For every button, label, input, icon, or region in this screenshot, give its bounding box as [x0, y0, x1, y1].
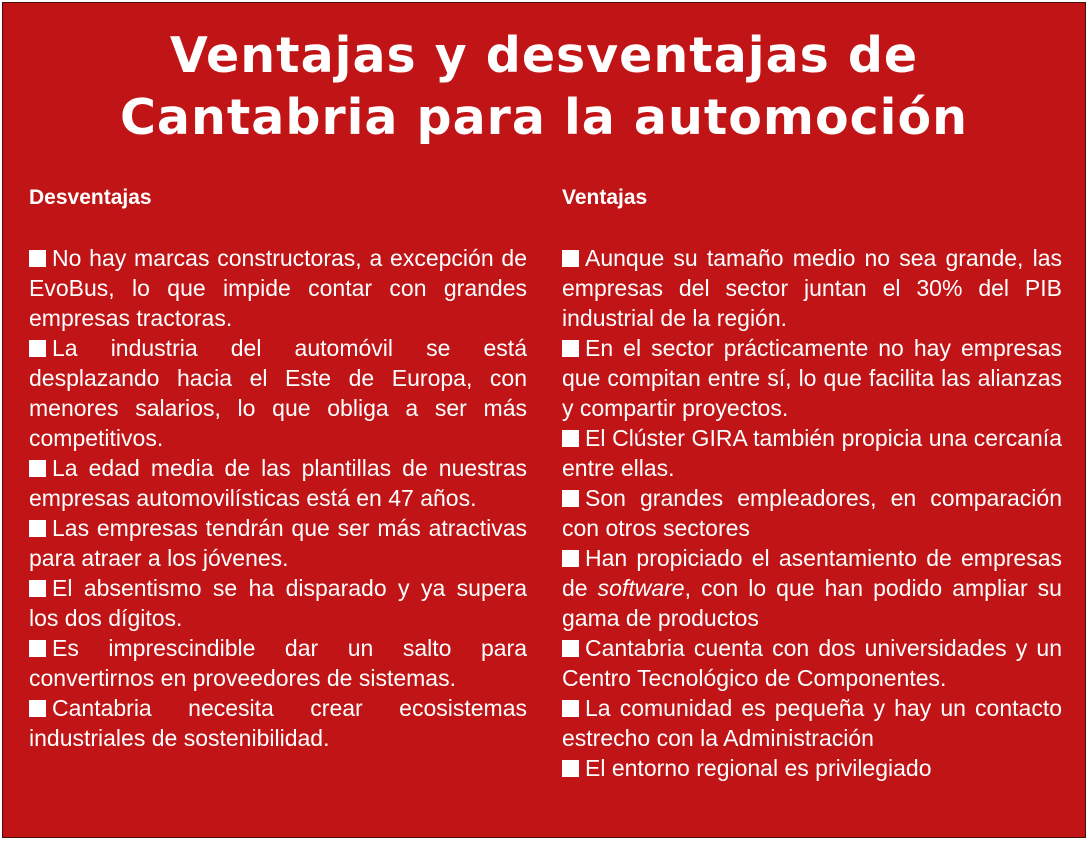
square-bullet-icon — [29, 250, 46, 267]
square-bullet-icon — [29, 640, 46, 657]
list-item-text: Son grandes empleadores, en comparación con otros sectores — [562, 485, 1062, 541]
square-bullet-icon — [562, 250, 579, 267]
list-item-text: Es imprescindible dar un salto para convertirnos en proveedores de sistemas. — [29, 635, 527, 691]
ventajas-heading: Ventajas — [562, 186, 648, 209]
page-title — [3, 25, 1085, 149]
square-bullet-icon — [29, 700, 46, 717]
list-item-text: Aunque su tamaño medio no sea grande, las empresas del sector juntan el 30% del PIB industrial de la región. — [562, 245, 1062, 331]
list-item — [29, 633, 527, 693]
list-item — [562, 633, 1062, 693]
list-item — [562, 333, 1062, 423]
list-item-text: Las empresas tendrán que ser más atractivas para atraer a los jóvenes. — [29, 515, 527, 571]
list-item-text: La comunidad es pequeña y hay un contacto estrecho con la Administración — [562, 695, 1062, 751]
list-item — [562, 693, 1062, 753]
list-item — [29, 333, 527, 453]
square-bullet-icon — [562, 700, 579, 717]
list-item-text: Cantabria necesita crear ecosistemas industriales de sostenibilidad. — [29, 695, 527, 751]
list-item-text: El entorno regional es privilegiado — [585, 755, 932, 781]
list-item-text: Cantabria cuenta con dos universidades y un Centro Tecnológico de Componentes. — [562, 635, 1062, 691]
list-item-text: No hay marcas constructoras, a excepción de EvoBus, lo que impide contar con grandes empresas tractoras. — [29, 245, 527, 331]
square-bullet-icon — [562, 340, 579, 357]
list-item — [29, 513, 527, 573]
list-item-text: La edad media de las plantillas de nuestras empresas automovilísticas está en 47 años. — [29, 455, 527, 511]
ventajas-column — [562, 183, 1062, 783]
desventajas-column — [29, 183, 527, 753]
desventajas-heading: Desventajas — [29, 186, 152, 209]
list-item-text: El absentismo se ha disparado y ya supera los dos dígitos. — [29, 575, 527, 631]
list-item — [29, 573, 527, 633]
square-bullet-icon — [29, 340, 46, 357]
list-item — [562, 543, 1062, 633]
infobox — [2, 2, 1086, 838]
title-line-2: Cantabria para la automoción — [119, 89, 969, 146]
list-item-text: El Clúster GIRA también propicia una cercanía entre ellas. — [562, 425, 1062, 481]
square-bullet-icon — [562, 430, 579, 447]
square-bullet-icon — [29, 520, 46, 537]
list-item — [29, 693, 527, 753]
list-item — [562, 753, 1062, 783]
list-item — [562, 423, 1062, 483]
square-bullet-icon — [562, 760, 579, 777]
square-bullet-icon — [29, 460, 46, 477]
list-item-text-italic: software — [597, 575, 685, 601]
square-bullet-icon — [562, 490, 579, 507]
title-line-1: Ventajas y desventajas de — [169, 27, 919, 84]
list-item — [562, 483, 1062, 543]
list-item — [29, 453, 527, 513]
list-item — [29, 243, 527, 333]
list-item-text: En el sector prácticamente no hay empresas que compitan entre sí, lo que facilita las alianzas y compartir proyectos. — [562, 335, 1062, 421]
list-item-text-before: Han propiciado el asentamiento de empresas de — [562, 545, 1062, 601]
list-item-text-after: , con lo que han podido ampliar su gama de productos — [562, 575, 1062, 631]
list-item-text: La industria del automóvil se está desplazando hacia el Este de Europa, con menores salarios, lo que obliga a ser más competitivos. — [29, 335, 527, 451]
square-bullet-icon — [562, 550, 579, 567]
list-item — [562, 243, 1062, 333]
square-bullet-icon — [562, 640, 579, 657]
square-bullet-icon — [29, 580, 46, 597]
